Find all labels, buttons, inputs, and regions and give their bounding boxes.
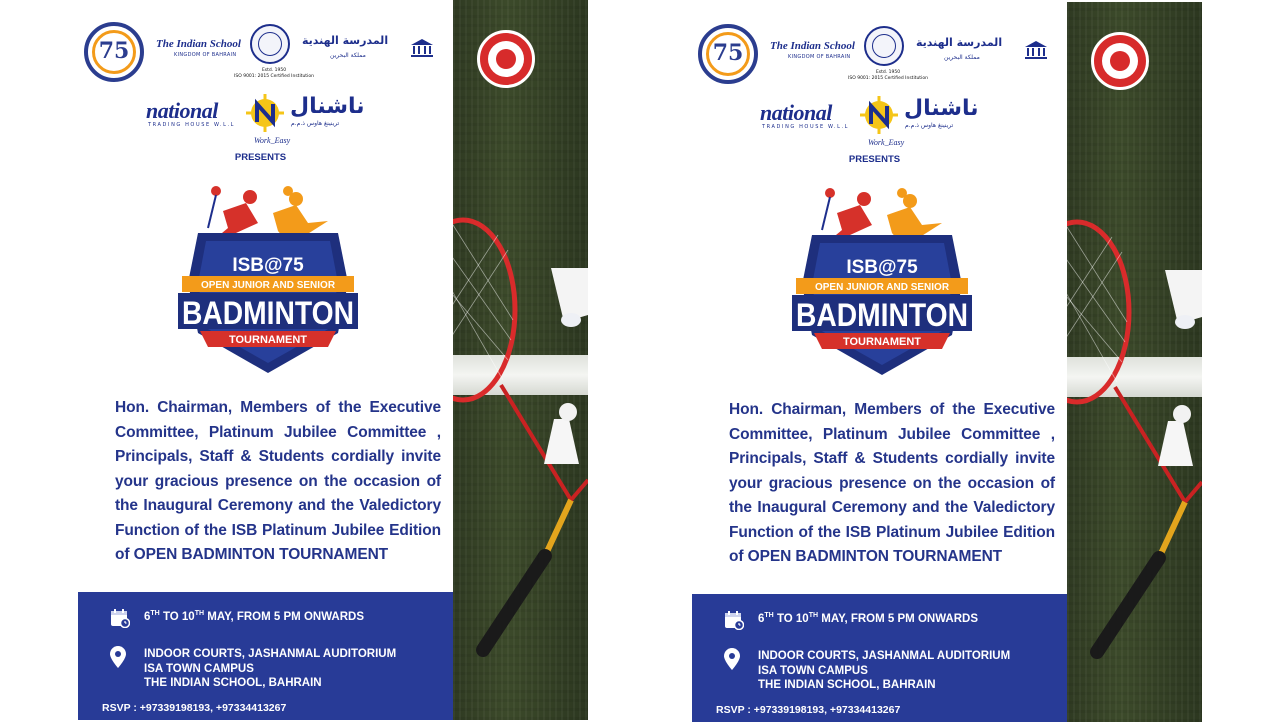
school-estd: Estd. 1950 ISO 9001: 2015 Certified Institution [848,70,928,81]
sponsor-name: national [146,98,218,123]
badminton-photo-strip [1067,2,1202,722]
sponsor-sun-icon [246,94,284,132]
sponsor-logo [138,92,408,148]
platinum-jubilee-logo: 75 [698,24,758,84]
tournament-logo-line3: BADMINTON [182,295,354,331]
badminton-association-badge [477,30,535,88]
sponsor-tagline: Work_Easy [868,138,905,147]
header-logos [698,24,1063,88]
sponsor-subtitle: TRADING HOUSE W.L.L [762,124,850,130]
unesco-temple-icon [1024,40,1048,60]
racket-and-shuttles-illustration [1067,2,1202,722]
school-country-arabic: مملكة البحرين [330,52,366,59]
school-name: The Indian School [770,40,855,52]
badminton-photo-strip [453,0,588,720]
sponsor-subtitle-arabic: ترينينغ هاوس ذ.م.م [291,120,340,127]
sponsor-logo [752,94,1022,150]
invitation-poster-right [692,2,1202,722]
sponsor-tagline: Work_Easy [254,136,291,145]
school-crest-icon [864,26,904,66]
sponsor-name-arabic: ناشنال [290,94,365,119]
tournament-logo-line1: ISB@75 [846,257,918,278]
invitation-poster-left [78,0,588,720]
school-country-arabic: مملكة البحرين [944,54,980,61]
invitation-text: Hon. Chairman, Members of the Executive Committee, Platinum Jubilee Committee , Principals, Staff & Students cordially invite your gracious presence on the occasion of the Inaugural Ceremony and the Valedictory Function of the ISB Platinum Jubilee Edition of OPEN BADMINTON TOURNAMENT [115,399,441,563]
rsvp-contacts: RSVP : +97339198193, +97334413267 [716,704,901,716]
sponsor-sun-icon [860,96,898,134]
location-pin-icon [724,648,740,670]
header-logos [84,22,449,86]
tournament-logo [178,183,358,378]
school-name-arabic: المدرسة الهندية [302,34,389,47]
unesco-temple-icon [410,38,434,58]
event-details-panel [78,592,453,720]
sponsor-subtitle-arabic: ترينينغ هاوس ذ.م.م [905,122,954,129]
event-venue: INDOOR COURTS, JASHANMAL AUDITORIUM ISA TOWN CAMPUS THE INDIAN SCHOOL, BAHRAIN [758,650,1011,691]
school-crest-icon [250,24,290,64]
location-pin-icon [110,646,126,668]
calendar-icon [724,610,744,630]
sponsor-name: national [760,100,832,125]
tournament-logo-line4: TOURNAMENT [842,336,922,348]
calendar-icon [110,608,130,628]
tournament-logo-line3: BADMINTON [796,297,968,333]
tournament-logo [792,185,972,380]
school-country: KINGDOM OF BAHRAIN [788,54,851,60]
sponsor-subtitle: TRADING HOUSE W.L.L [148,122,236,128]
sponsor-name-arabic: ناشنال [904,96,979,121]
school-estd: Estd. 1950 ISO 9001: 2015 Certified Institution [234,68,314,79]
school-name: The Indian School [156,38,241,50]
invitation-text: Hon. Chairman, Members of the Executive Committee, Platinum Jubilee Committee , Principals, Staff & Students cordially invite your gracious presence on the occasion of the Inaugural Ceremony and the Valedictory Function of the ISB Platinum Jubilee Edition of OPEN BADMINTON TOURNAMENT [729,401,1055,565]
event-dates: 6TH TO 10TH MAY, FROM 5 PM ONWARDS [758,612,978,625]
school-country: KINGDOM OF BAHRAIN [174,52,237,58]
event-details-panel [692,594,1067,722]
racket-and-shuttles-illustration [453,0,588,720]
rsvp-contacts: RSVP : +97339198193, +97334413267 [102,702,287,714]
presents-label: PRESENTS [234,152,287,163]
platinum-jubilee-logo: 75 [84,22,144,82]
event-dates: 6TH TO 10TH MAY, FROM 5 PM ONWARDS [144,610,364,623]
tournament-logo-line1: ISB@75 [232,255,304,276]
event-venue: INDOOR COURTS, JASHANMAL AUDITORIUM ISA TOWN CAMPUS THE INDIAN SCHOOL, BAHRAIN [144,648,397,689]
presents-label: PRESENTS [848,154,901,165]
tournament-logo-line2: OPEN JUNIOR AND SENIOR [814,282,950,293]
school-name-arabic: المدرسة الهندية [916,36,1003,49]
tournament-logo-line4: TOURNAMENT [228,334,308,346]
badminton-association-badge [1091,32,1149,90]
tournament-logo-line2: OPEN JUNIOR AND SENIOR [200,280,336,291]
